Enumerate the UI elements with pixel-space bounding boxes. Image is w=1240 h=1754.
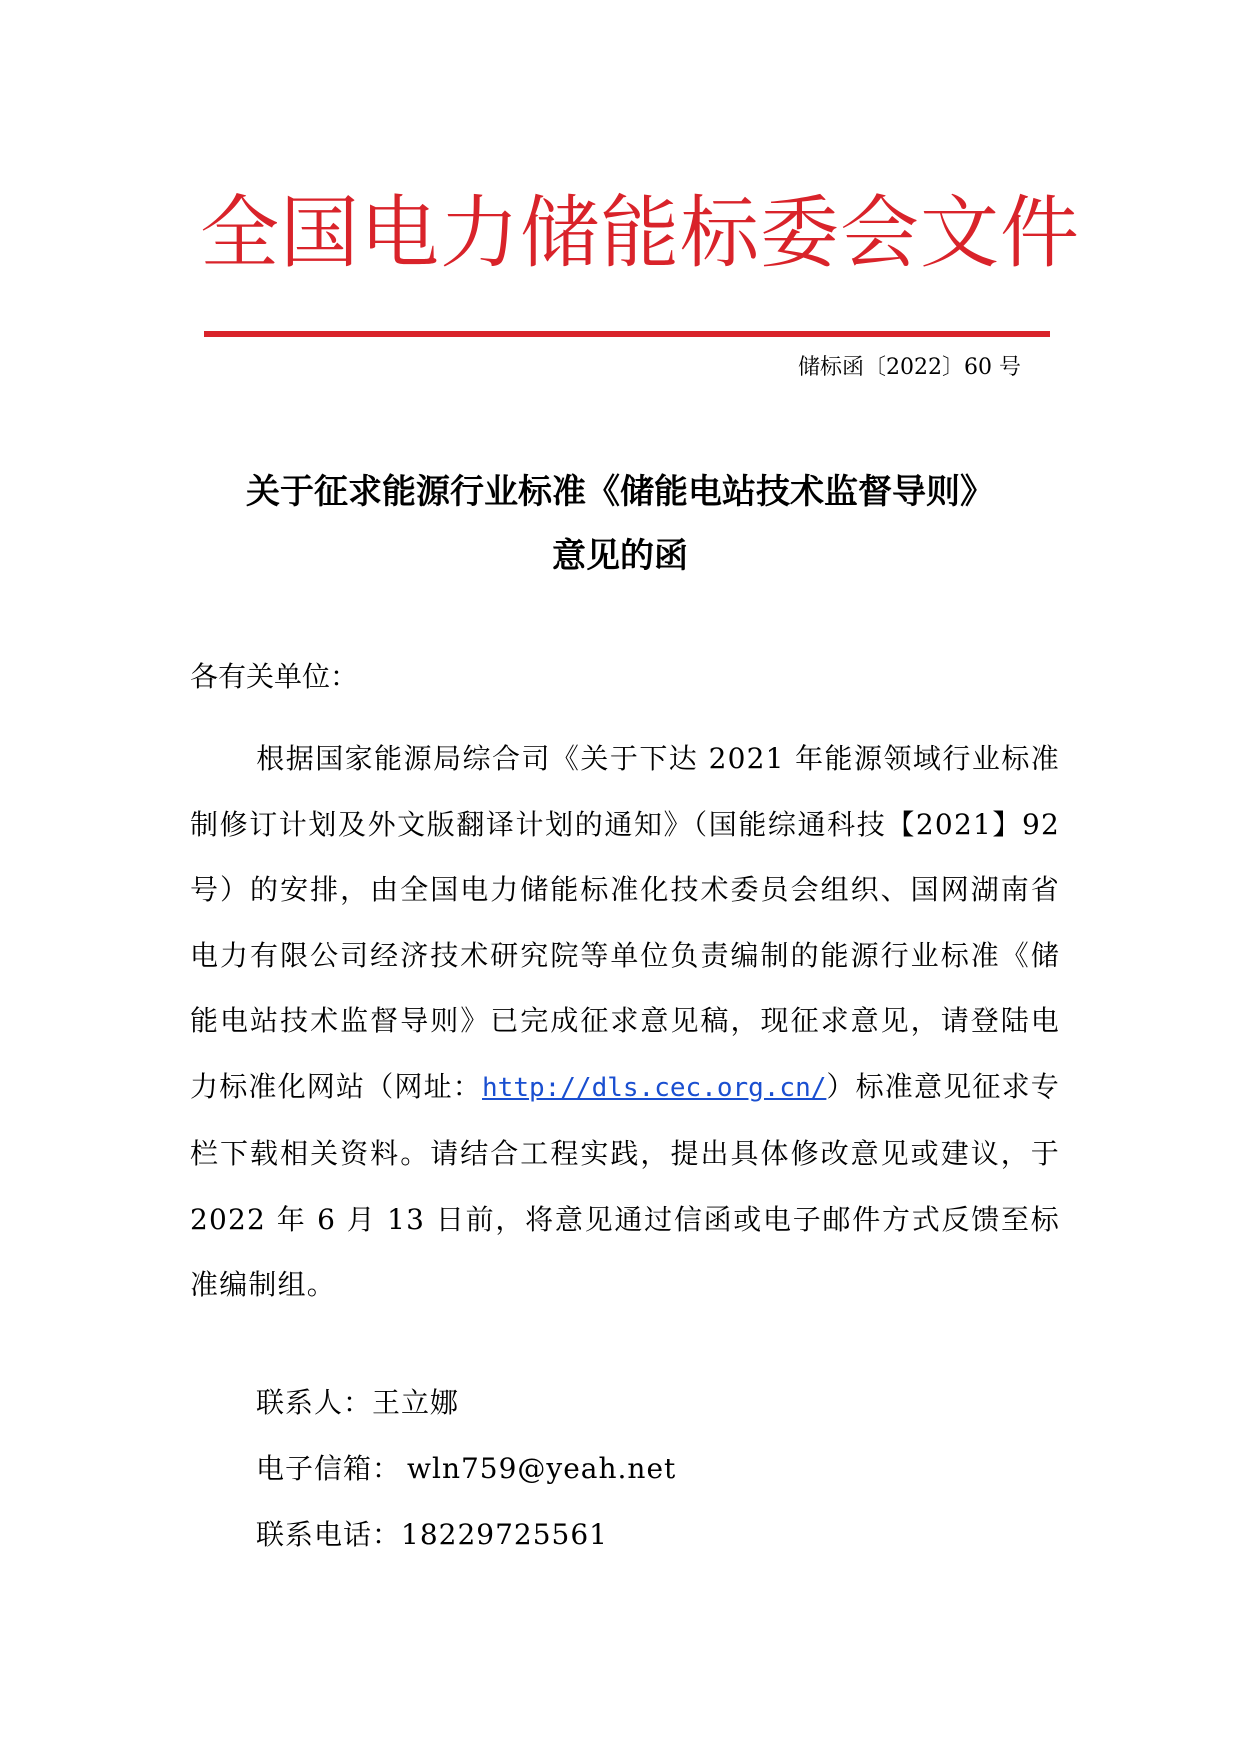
issuer-title: 全国电力储能标委会文件 xyxy=(200,187,1080,279)
contact-person-row xyxy=(256,1378,459,1428)
contact-email-value[interactable]: wln759@yeah.net xyxy=(407,1452,677,1485)
contact-person-label: 联系人： xyxy=(256,1386,373,1419)
contact-email-label: 电子信箱： xyxy=(256,1452,402,1485)
subject-line-1: 关于征求能源行业标准《储能电站技术监督导则》 xyxy=(246,472,994,512)
subject-line-2: 意见的函 xyxy=(552,536,688,576)
contact-phone-value: 18229725561 xyxy=(401,1518,608,1551)
contact-person-value: 王立娜 xyxy=(372,1386,460,1419)
letter-body xyxy=(190,726,1060,1318)
contact-email-row xyxy=(256,1444,676,1494)
contact-phone-label: 联系电话： xyxy=(256,1518,402,1551)
letter-subject xyxy=(150,460,1090,588)
contact-phone-row xyxy=(256,1510,608,1560)
salutation: 各有关单位： xyxy=(190,660,359,693)
document-number: 储标函〔2022〕60 号 xyxy=(798,355,1021,380)
body-text-before-link: 根据国家能源局综合司《关于下达 2021 年能源领域行业标准制修订计划及外文版翻译计划的通知》（国能综通科技【2021】92 号）的安排，由全国电力储能标准化技术委员会组织、国网湖南省电力有限公司经济技术研究院等单位负责编制的能源行业标准《储能电站技术监督导则》已完成征求意见稿，现征求意见，请登陆电力标准化网站（网址： xyxy=(190,742,1060,1103)
standardization-website-link[interactable]: http://dls.cec.org.cn/ xyxy=(482,1072,827,1103)
header-red-rule xyxy=(204,331,1050,337)
body-text-after-link: ）标准意见征求专栏下载相关资料。请结合工程实践，提出具体修改意见或建议，于 2022 年 6 月 13 日前，将意见通过信函或电子邮件方式反馈至标准编制组。 xyxy=(190,1069,1060,1301)
